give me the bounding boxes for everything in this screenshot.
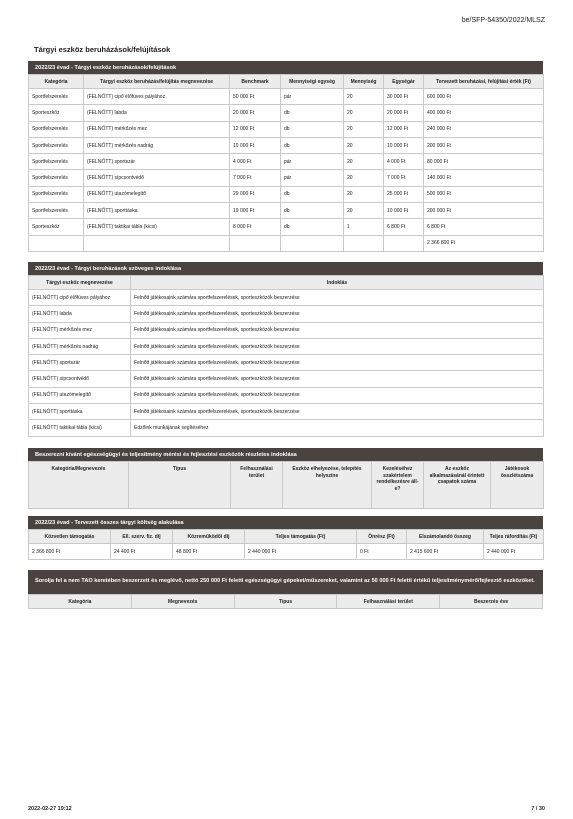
table-row [29, 338, 544, 354]
table-cell: pár [281, 154, 344, 170]
column-header: Indoklás [131, 276, 544, 290]
table-cell: db [281, 137, 344, 153]
table-cell: (FELNŐTT) cipő élőfüves pályához [84, 89, 230, 105]
table-cell: 12 000 Ft [230, 121, 281, 137]
column-header: Megnevezés [131, 595, 234, 609]
table-row [29, 219, 544, 235]
table-row [29, 371, 544, 387]
total-row [29, 235, 544, 251]
table-cell: 200 000 Ft [424, 137, 544, 153]
table-cell: (FELNŐTT) sporttáska [84, 203, 230, 219]
cost-summary-section-title: 2022/23 évad - Tervezett összes tárgyi költség alakulása [28, 516, 543, 529]
investments-section-title: 2022/23 évad - Tárgyi eszköz beruházások/felújítások [28, 61, 543, 74]
table-cell: Felnőtt játékosaink számára sportfelszerelések, sporteszközök beszerzése [131, 371, 544, 387]
table-cell: 20 [344, 170, 384, 186]
table-cell: 200 000 Ft [424, 203, 544, 219]
table-cell: 29 000 Ft [230, 186, 281, 202]
column-header: Eszköz elhelyezése, telepítés helyszíne [283, 462, 372, 509]
column-header: Teljes támogatás (Ft) [245, 530, 357, 544]
footer-timestamp: 2022-02-27 19:12 [28, 806, 72, 812]
table-cell: 20 [344, 121, 384, 137]
table-cell: (FELNŐTT) labda [29, 306, 131, 322]
table-cell: db [281, 203, 344, 219]
page-title: Tárgyi eszköz beruházások/felújítások [34, 45, 171, 54]
column-header: Közreműködői díj [173, 530, 245, 544]
table-row [29, 121, 544, 137]
table-cell: 30 000 Ft [384, 89, 424, 105]
table-header-row [29, 75, 544, 89]
table-cell: (FELNŐTT) sportszár [84, 154, 230, 170]
table-cell: (FELNŐTT) sporttáska [29, 404, 131, 420]
table-cell: 4 000 Ft [230, 154, 281, 170]
table-cell: 20 [344, 105, 384, 121]
column-header: Közvetlen támogatás [29, 530, 111, 544]
table-cell: Sportfelszerelés [29, 121, 84, 137]
health-equipment-table [28, 461, 544, 509]
table-cell: Sportfelszerelés [29, 89, 84, 105]
table-cell: (FELNŐTT) taktikai tábla (kicsi) [29, 420, 131, 436]
table-cell: Felnőtt játékosaink számára sportfelszerelések, sporteszközök beszerzése [131, 355, 544, 371]
table-cell: 20 [344, 154, 384, 170]
column-header: Típus [234, 595, 337, 609]
existing-equipment-section [28, 570, 543, 609]
table-row [29, 387, 544, 403]
table-row [29, 154, 544, 170]
table-cell: Felnőtt játékosaink számára sportfelszerelések, sporteszközök beszerzése [131, 306, 544, 322]
table-cell: 20 [344, 137, 384, 153]
table-row [29, 322, 544, 338]
table-cell: 600 000 Ft [424, 89, 544, 105]
table-cell: Sportfelszerelés [29, 154, 84, 170]
table-cell: 24 400 Ft [111, 544, 173, 560]
table-row [29, 186, 544, 202]
table-row [29, 290, 544, 306]
column-header: Kategória/Megnevezés [29, 462, 129, 509]
table-cell: 6 800 Ft [424, 219, 544, 235]
table-cell: 2 415 600 Ft [407, 544, 484, 560]
column-header: Benchmark [230, 75, 281, 89]
table-cell: (FELNŐTT) cipő élőfüves pályához [29, 290, 131, 306]
table-cell: Sportfelszerelés [29, 170, 84, 186]
table-row [29, 420, 544, 436]
table-cell: pár [281, 89, 344, 105]
table-row [29, 203, 544, 219]
existing-equipment-table [28, 594, 543, 609]
cost-summary-table [28, 529, 544, 560]
table-cell: 4 000 Ft [384, 154, 424, 170]
table-row [29, 404, 544, 420]
column-header: Tervezett beruházási, felújítási érték (Ft) [424, 75, 544, 89]
table-cell: (FELNŐTT) utazómelegítő [84, 186, 230, 202]
investments-section [28, 61, 543, 252]
table-cell: (FELNŐTT) labda [84, 105, 230, 121]
table-cell: 500 000 Ft [424, 186, 544, 202]
table-cell: 140 000 Ft [424, 170, 544, 186]
table-cell: (FELNŐTT) mérkőzés nadrág [84, 137, 230, 153]
empty-cell [84, 235, 230, 251]
table-row [29, 89, 544, 105]
table-cell: pár [281, 170, 344, 186]
table-cell: (FELNŐTT) utazómelegítő [29, 387, 131, 403]
justification-table [28, 275, 544, 437]
column-header: Egységár [384, 75, 424, 89]
column-header: Tárgyi eszköz megnevezése [29, 276, 131, 290]
justification-section-title: 2022/23 évad - Tárgyi beruházások szöveges indoklása [28, 262, 543, 275]
table-cell: 20 [344, 89, 384, 105]
column-header: Kategória [29, 75, 84, 89]
table-cell: db [281, 186, 344, 202]
table-row [29, 137, 544, 153]
table-cell: Felnőtt játékosaink számára sportfelszerelések, sporteszközök beszerzése [131, 387, 544, 403]
table-cell: 7 000 Ft [384, 170, 424, 186]
table-cell: (FELNŐTT) mérkőzés mez [29, 322, 131, 338]
column-header: Felhasználási terület [231, 462, 283, 509]
empty-cell [384, 235, 424, 251]
table-cell: Sportfelszerelés [29, 186, 84, 202]
column-header: Mennyiségi egység [281, 75, 344, 89]
table-cell: (FELNŐTT) sípcsontvédő [84, 170, 230, 186]
column-header: Az eszköz alkalmazásánál érintett csapatok száma [424, 462, 491, 509]
table-row [29, 355, 544, 371]
table-cell: 10 000 Ft [230, 137, 281, 153]
column-header: Kezeléséhez szakértelem rendelkezésre áll-e? [372, 462, 424, 509]
table-cell: 2 366 800 Ft [29, 544, 111, 560]
table-row [29, 544, 544, 560]
table-cell: Felnőtt játékosaink számára sportfelszerelések, sporteszközök beszerzése [131, 322, 544, 338]
empty-cell [281, 235, 344, 251]
table-header-row [29, 276, 544, 290]
table-cell: (FELNŐTT) mérkőzés mez [84, 121, 230, 137]
table-cell: (FELNŐTT) sípcsontvédő [29, 371, 131, 387]
table-cell: 19 000 Ft [230, 203, 281, 219]
table-row [29, 306, 544, 322]
column-header: Elszámolandó összeg [407, 530, 484, 544]
table-cell: 20 000 Ft [230, 105, 281, 121]
health-equipment-section-title: Beszerezni kívánt egészségügyi és teljesítmény mérési és fejlesztési eszközök részletes indoklása [28, 448, 543, 461]
column-header: Tárgyi eszköz beruházás/felújítás megnevezése [84, 75, 230, 89]
column-header: Mennyiség [344, 75, 384, 89]
column-header: Teljes ráfordítás (Ft) [484, 530, 544, 544]
empty-cell [230, 235, 281, 251]
table-cell: 10 000 Ft [384, 203, 424, 219]
column-header: Felhasználási terület [337, 595, 440, 609]
page-number: 7 / 30 [531, 806, 545, 812]
table-cell: Sporteszköz [29, 219, 84, 235]
table-cell: 10 000 Ft [384, 137, 424, 153]
investments-table [28, 74, 544, 252]
table-cell: 50 000 Ft [230, 89, 281, 105]
table-cell: Edzőink munkájának segítéséhez [131, 420, 544, 436]
table-cell: 1 [344, 219, 384, 235]
column-header: Játékosok összlétszáma [491, 462, 544, 509]
table-cell: 0 Ft [357, 544, 407, 560]
column-header: Típus [129, 462, 231, 509]
table-cell: (FELNŐTT) taktikai tábla (kicsi) [84, 219, 230, 235]
table-cell: (FELNŐTT) mérkőzés nadrág [29, 338, 131, 354]
table-cell: Sportfelszerelés [29, 137, 84, 153]
table-cell: 20 [344, 186, 384, 202]
table-cell: Felnőtt játékosaink számára sportfelszerelések, sporteszközök beszerzése [131, 290, 544, 306]
table-cell: 6 800 Ft [384, 219, 424, 235]
table-cell: 20 [344, 203, 384, 219]
column-header: Kategória [29, 595, 132, 609]
table-cell: 25 000 Ft [384, 186, 424, 202]
table-header-row [29, 530, 544, 544]
table-cell: Sporteszköz [29, 105, 84, 121]
column-header: Beszerzés éve [440, 595, 543, 609]
table-cell: Felnőtt játékosaink számára sportfelszerelések, sporteszközök beszerzése [131, 404, 544, 420]
table-cell: db [281, 105, 344, 121]
table-cell: Sportfelszerelés [29, 203, 84, 219]
table-cell: 12 000 Ft [384, 121, 424, 137]
table-row [29, 105, 544, 121]
table-cell: db [281, 219, 344, 235]
table-cell: 48 800 Ft [173, 544, 245, 560]
cost-summary-section [28, 516, 543, 560]
total-value: 2 366 800 Ft [424, 235, 544, 251]
table-header-row [29, 462, 544, 509]
existing-equipment-section-title: Sorolja fel a nem TAO keretében beszerzett és meglévő, nettó 250 000 Ft feletti egészségügyi gépeket/műszereket, valamint az 50 000 Ft feletti értékű teljesítménymérő/fejlesztő eszközöket. [28, 570, 543, 594]
column-header: Önrész (Ft) [357, 530, 407, 544]
table-cell: db [281, 121, 344, 137]
table-header-row [29, 595, 543, 609]
table-cell: 7 000 Ft [230, 170, 281, 186]
empty-cell [344, 235, 384, 251]
table-row [29, 170, 544, 186]
empty-cell [29, 235, 84, 251]
table-cell: 80 000 Ft [424, 154, 544, 170]
table-cell: 2 440 000 Ft [484, 544, 544, 560]
health-equipment-section [28, 448, 543, 509]
table-cell: (FELNŐTT) sportszár [29, 355, 131, 371]
table-cell: 400 000 Ft [424, 105, 544, 121]
table-cell: 240 000 Ft [424, 121, 544, 137]
table-cell: Felnőtt játékosaink számára sportfelszerelések, sporteszközök beszerzése [131, 338, 544, 354]
column-header: Ell. szerv. fiz. díj [111, 530, 173, 544]
table-cell: 8 000 Ft [230, 219, 281, 235]
table-cell: 2 440 000 Ft [245, 544, 357, 560]
justification-section [28, 262, 543, 437]
table-cell: 20 000 Ft [384, 105, 424, 121]
document-reference: be/SFP-54350/2022/MLSZ [461, 17, 545, 24]
